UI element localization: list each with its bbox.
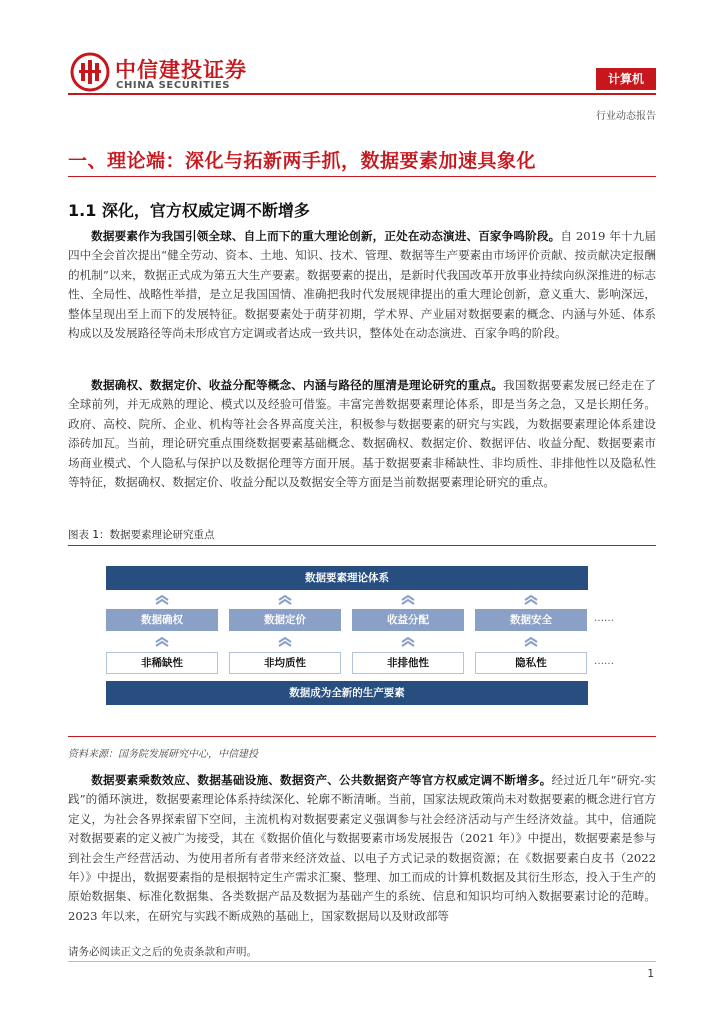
paragraph-1-lead: 数据要素作为我国引领全球、自上而下的重大理论创新，正处在动态演进、百家争鸣阶段。 [91, 229, 561, 243]
sector-tab: 计算机 [596, 68, 656, 90]
figure-top-divider [68, 545, 656, 546]
property-box: 非排他性 [352, 652, 464, 674]
research-item-box: 数据定价 [229, 609, 341, 631]
subsection-title: 1.1 深化，官方权威定调不断增多 [68, 201, 310, 220]
brand-name-en: CHINA SECURITIES [116, 80, 231, 91]
figure-bottom-bar: 数据成为全新的生产要素 [106, 681, 588, 705]
footer-divider [68, 961, 656, 962]
paragraph-2-body: 我国数据要素发展已经走在了全球前列，并无成熟的理论、模式以及经验可借鉴。丰富完善数据要素理论体系，即是当务之急，又是长期任务。政府、高校、院所、企业、机构等社会各界高度关注，积极参与数据要素的研究与实践，为数据要素理论体系建设添砖加瓦。当前，理论研究重点围绕数据要素基础概念、数据确权、数据定价、数据评估、收益分配、数据要素市场商业模式、个人隐私与保护以及数据伦理等方面开展。基于数据要素非稀缺性、非均质性、非排他性以及隐私性等特征，数据确权、数据定价、收益分配以及数据安全等方面是当前数据要素理论研究的重点。 [68, 378, 656, 490]
figure-top-bar: 数据要素理论体系 [106, 566, 588, 590]
report-type-label: 行业动态报告 [596, 111, 656, 122]
brand-name-cn: 中信建投证券 [115, 58, 247, 82]
paragraph-2 [68, 376, 656, 492]
up-chevron-icon [154, 637, 170, 647]
up-chevron-icon [154, 595, 170, 605]
property-box: 非稀缺性 [106, 652, 218, 674]
brand-logo-icon [70, 52, 110, 92]
disclaimer-text: 请务必阅读正文之后的免责条款和声明。 [68, 946, 257, 958]
figure-caption: 图表 1：数据要素理论研究重点 [68, 529, 215, 541]
paragraph-3-body: 经过近几年“研究-实践”的循环演进，数据要素理论体系持续深化、轮廓不断清晰。当前，国家法规政策尚未对数据要素的概念进行官方定义，为社会各界探索留下空间，主流机构对数据要素定义强调参与社会经济活动与产生经济效益。其中，信通院对数据要素的定义被广为接受，其在《数据价值化与数据要素市场发展报告（2021 年）》中提出，数据要素是参与到社会生产经营活动、为使用者所有者带来经济效益、以电子方式记录的数据资源；在《数据要素白皮书（2022 年）》中提出，数据要素指的是根据特定生产需求汇聚、整理、加工而成的计算机数据及其衍生形态，投入于生产的原始数据集、标准化数据集、各类数据产品及数据为基础产生的系统、信息和知识均可纳入数据要素讨论的范畴。2023 年以来，在研究与实践不断成熟的基础上，国家数据局以及财政部等 [68, 773, 656, 923]
paragraph-1-body: 自 2019 年十九届四中全会首次提出“健全劳动、资本、土地、知识、技术、管理、数据等生产要素由市场评价贡献、按贡献决定报酬的机制”以来，数据正式成为第五大生产要素。数据要素的提出，是新时代我国改革开放事业持续向纵深推进的标志性、全局性、战略性举措，是立足我国国情、准确把我时代发展规律提出的重大理论创新，意义重大、影响深远，整体呈现出至上而下的发展特征。数据要素处于萌芽初期，学术界、产业届对数据要素的概念、内涵与外延、体系构成以及发展路径等尚未形成官方定调或者达成一致共识，整体处在动态演进、百家争鸣的阶段。 [68, 229, 656, 341]
research-item-box: 收益分配 [352, 609, 464, 631]
page-number: 1 [647, 968, 654, 980]
paragraph-3-lead: 数据要素乘数效应、数据基础设施、数据资产、公共数据资产等官方权威定调不断增多。 [91, 773, 552, 787]
section-divider [68, 176, 656, 177]
section-title: 一、理论端：深化与拓新两手抓，数据要素加速具象化 [68, 150, 537, 172]
up-chevron-icon [400, 595, 416, 605]
research-item-box: 数据确权 [106, 609, 218, 631]
paragraph-2-lead: 数据确权、数据定价、收益分配等概念、内涵与路径的厘清是理论研究的重点。 [91, 378, 504, 392]
figure-bottom-divider [68, 736, 656, 737]
research-item-box: 数据安全 [475, 609, 587, 631]
up-chevron-icon [277, 595, 293, 605]
up-chevron-icon [523, 637, 539, 647]
up-chevron-icon [400, 637, 416, 647]
property-box: 非均质性 [229, 652, 341, 674]
research-items-ellipsis: …… [594, 613, 614, 624]
figure-source: 资料来源：国务院发展研究中心，中信建投 [68, 749, 258, 760]
properties-ellipsis: …… [594, 656, 614, 667]
up-chevron-icon [277, 637, 293, 647]
property-box: 隐私性 [475, 652, 587, 674]
paragraph-3 [68, 771, 656, 926]
up-chevron-icon [523, 595, 539, 605]
header-divider [68, 93, 656, 95]
paragraph-1 [68, 227, 656, 343]
